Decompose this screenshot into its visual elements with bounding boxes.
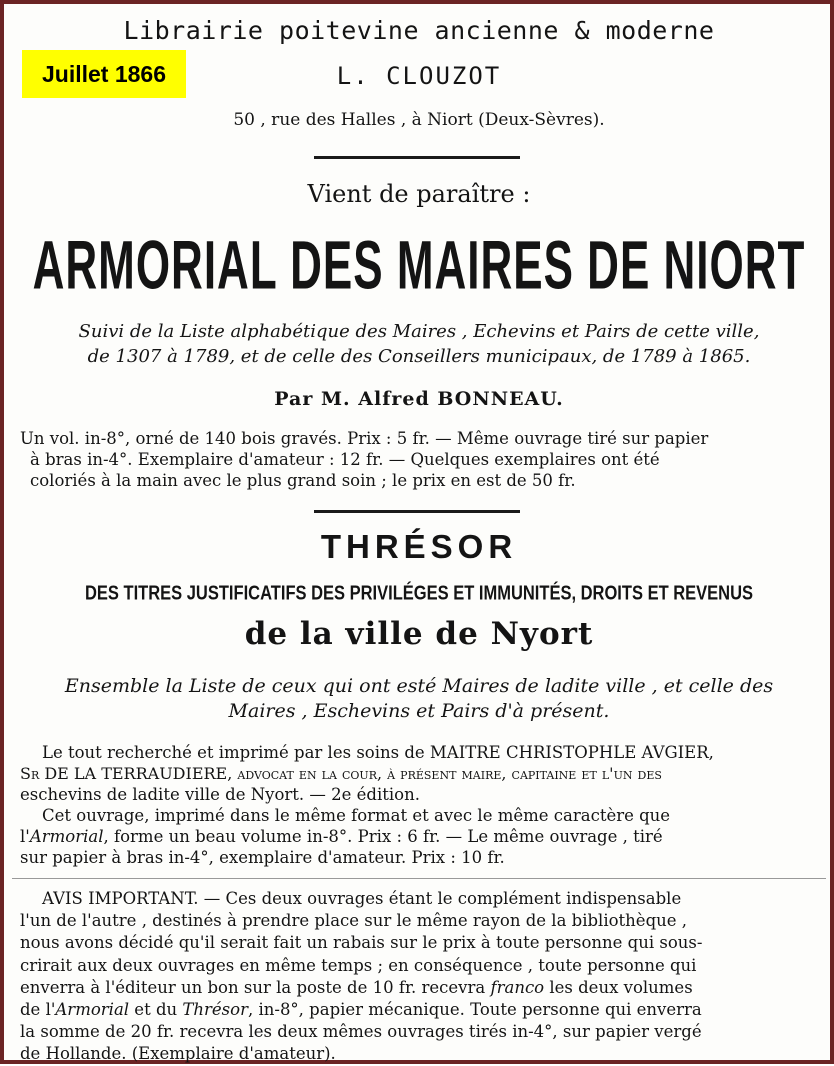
tresor-body-line: Sr DE LA TERRAUDIERE, advocat en la cour, à présent maire, capitaine et l'un des [20, 764, 662, 783]
shop-heading: Librairie poitevine ancienne & moderne [123, 16, 715, 45]
avis-line: l'un de l'autre , destinés à prendre place sur le même rayon de la bibliothèque , [20, 911, 688, 931]
tresor-body-line: eschevins de ladite ville de Nyort. — 2e édition. [20, 785, 420, 804]
text-run: enverra à l'éditeur un bon sur la poste de 10 fr. recevra [20, 977, 491, 997]
tresor-body-line [20, 826, 822, 847]
avis-line: nous avons décidé qu'il serait fait un rabais sur le prix à toute personne qui sous- [20, 933, 703, 953]
tresor-list-note [12, 674, 826, 724]
armorial-desc-line: à bras in-4°. Exemplaire d'amateur : 12 fr. — Quelques exemplaires ont été [30, 450, 660, 469]
tresor-subtitle: DES TITRES JUSTIFICATIFS DES PRIVILÉGES ET IMMUNITÉS, DROITS ET REVENUS [84, 582, 754, 605]
tresor-body-line: Le tout recherché et imprimé par les soins de MAITRE CHRISTOPHLE AVGIER, [42, 743, 714, 762]
announce-heading: Vient de paraître : [307, 180, 531, 208]
text-run: de l' [20, 1000, 56, 1020]
avis-notice [20, 888, 822, 1066]
avis-line [20, 999, 822, 1021]
text-run: les deux volumes [544, 977, 693, 997]
franco-italic: franco [490, 977, 545, 997]
publisher-name: L. CLOUZOT [336, 62, 502, 90]
tresor-list-line: Ensemble la Liste de ceux qui ont esté Maires de ladite ville , et celle des [64, 675, 774, 697]
armorial-italic: Armorial [29, 827, 104, 846]
text-run: et du [129, 1000, 183, 1020]
publisher-address: 50 , rue des Halles , à Niort (Deux-Sèvres). [233, 110, 605, 130]
text-run: l' [20, 827, 30, 846]
armorial-author: Par M. Alfred BONNEAU. [274, 388, 564, 410]
avis-line: crirait aux deux ouvrages en même temps ; en conséquence , toute personne qui [20, 955, 697, 975]
armorial-desc-line: coloriés à la main avec le plus grand soin ; le prix en est de 50 fr. [30, 471, 576, 490]
armorial-subtitle-2: de 1307 à 1789, et de celle des Conseillers municipaux, de 1789 à 1865. [87, 346, 751, 367]
avis-line: de Hollande. (Exemplaire d'amateur). [20, 1044, 336, 1064]
tresor-city: de la ville de Nyort [244, 616, 594, 652]
avis-line: AVIS IMPORTANT. — Ces deux ouvrages étant le complément indispensable [42, 889, 682, 908]
text-run: , forme un beau volume in-8°. Prix : 6 fr. — Le même ouvrage , tiré [103, 827, 663, 846]
tresor-body-line: Cet ouvrage, imprimé dans le même format et avec le même caractère que [42, 806, 671, 825]
header-divider [314, 156, 520, 159]
armorial-subtitle-1: Suivi de la Liste alphabétique des Maires , Echevins et Pairs de cette ville, [78, 321, 760, 342]
avis-line: la somme de 20 fr. recevra les deux mêmes ouvrages tirés in-4°, sur papier vergé [20, 1022, 702, 1042]
tresor-body [20, 742, 822, 868]
tresor-title: THRÉSOR [320, 528, 518, 565]
armorial-description [20, 428, 822, 491]
armorial-desc-line: Un vol. in-8°, orné de 140 bois gravés. Prix : 5 fr. — Même ouvrage tiré sur papier [20, 429, 709, 448]
date-badge: Juillet 1866 [22, 50, 186, 98]
advertisement-page [12, 10, 826, 1064]
text-run: , in-8°, papier mécanique. Toute personne qui enverra [247, 1000, 702, 1020]
armorial-italic: Armorial [55, 1000, 130, 1020]
tresor-list-line: Maires , Eschevins et Pairs d'à présent. [228, 700, 610, 722]
tresor-body-line: sur papier à bras in-4°, exemplaire d'amateur. Prix : 10 fr. [20, 848, 505, 867]
avis-divider [12, 878, 826, 879]
section-divider [314, 510, 520, 513]
tresor-italic: Thrésor [182, 1000, 248, 1020]
armorial-title: ARMORIAL DES MAIRES DE NIORT [32, 228, 806, 304]
avis-line [20, 977, 822, 999]
